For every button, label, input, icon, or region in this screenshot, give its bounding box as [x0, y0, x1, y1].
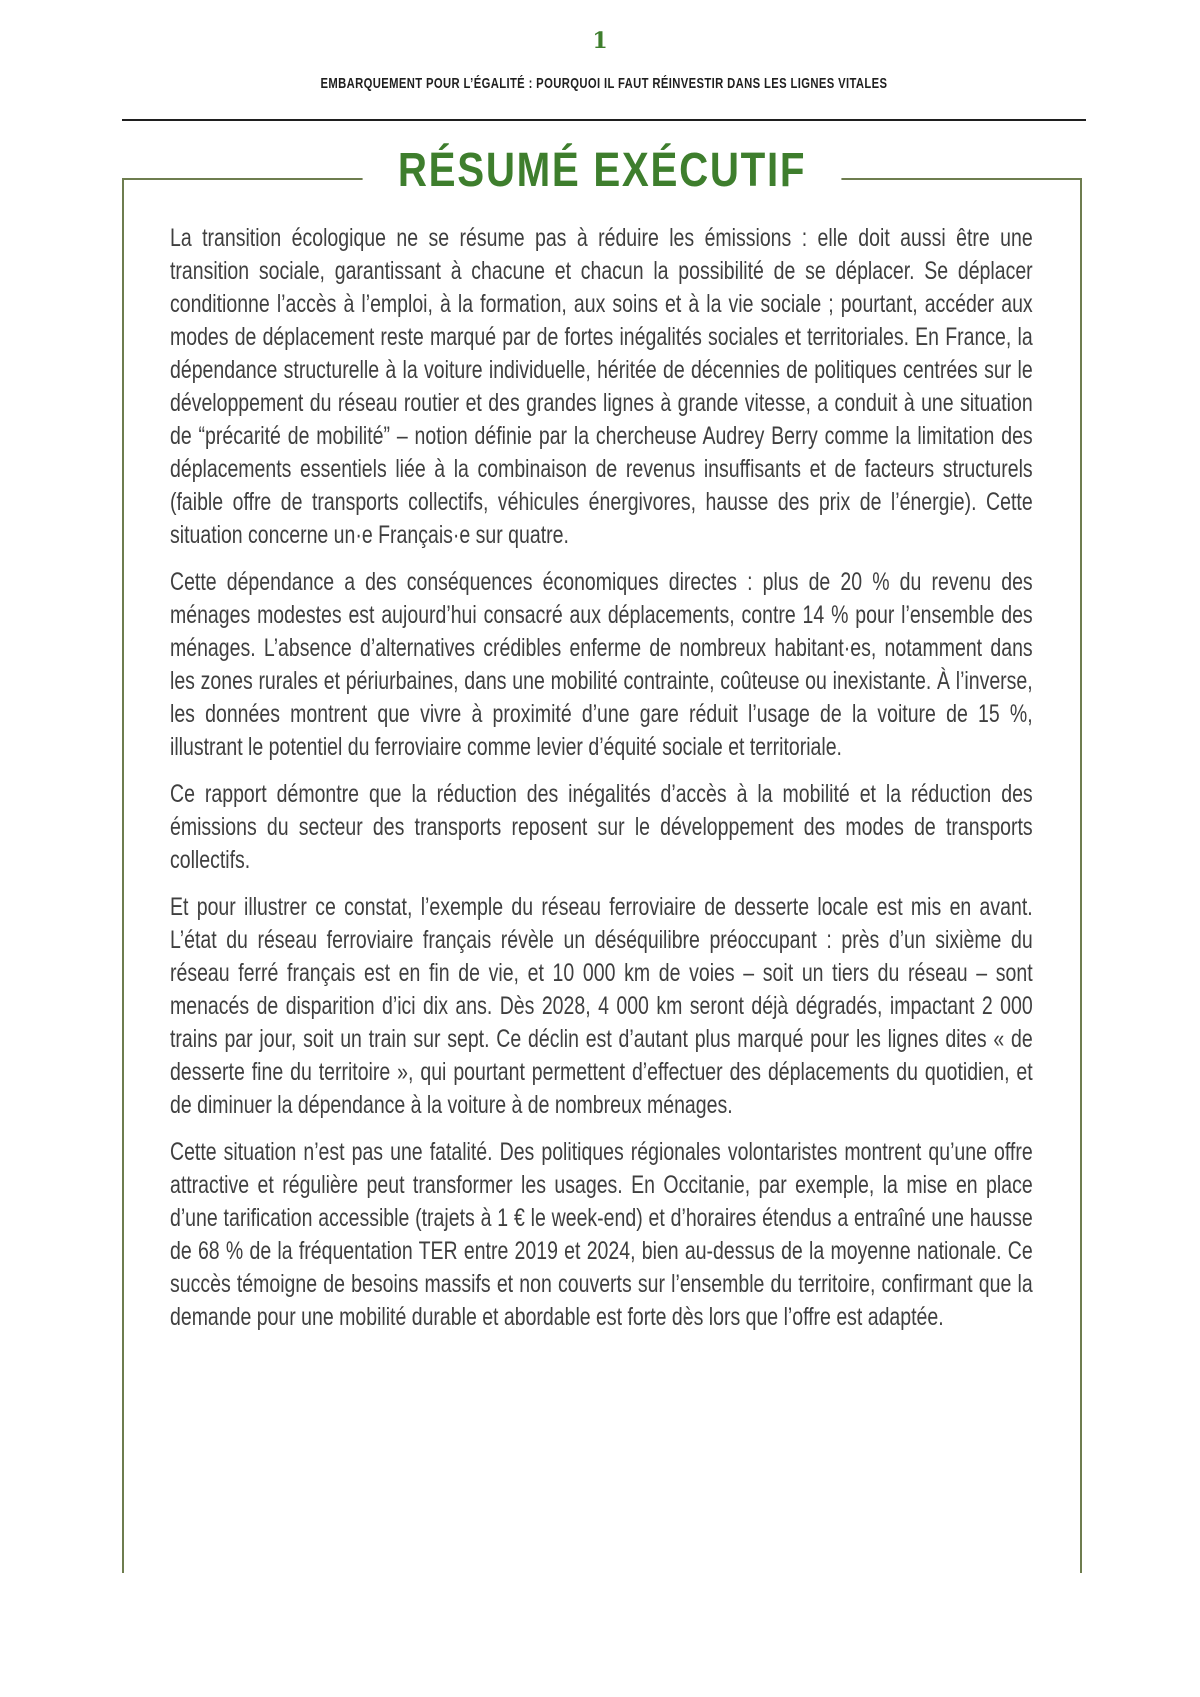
- running-header: EMBARQUEMENT POUR L’ÉGALITÉ : POURQUOI IL FAUT RÉINVESTIR DANS LES LIGNES VITALES: [320, 75, 888, 92]
- section-title-row: [124, 140, 1080, 206]
- header-rule: [122, 119, 1086, 121]
- paragraph-mobility-precarity: La transition écologique ne se résume pas à réduire les émissions : elle doit aussi être une transition sociale, garantissant à chacune et chacun la possibilité de se déplacer. Se déplacer conditionne l’accès à l’emploi, à la formation, aux soins et à la vie sociale ; pourtant, accéder aux modes de déplacement reste marqué par de fortes inégalités sociales et territoriales. En France, la dépendance structurelle à la voiture individuelle, héritée de décennies de politiques centrées sur le développement du réseau routier et des grandes lignes à grande vitesse, a conduit à une situation de “précarité de mobilité” – notion définie par la chercheuse Audrey Berry comme la limitation des déplacements essentiels liée à la combinaison de revenus insuffisants et de facteurs structurels (faible offre de transports collectifs, véhicules énergivores, hausse des prix de l’énergie). Cette situation concerne un·e Français·e sur quatre.: [170, 224, 1033, 549]
- section-title: RÉSUMÉ EXÉCUTIF: [363, 140, 842, 206]
- content-frame: [122, 144, 1082, 1573]
- paragraph-economic-consequences: Cette dépendance a des conséquences économiques directes : plus de 20 % du revenu des ménages modestes est aujourd’hui consacré aux déplacements, contre 14 % pour l’ensemble des ménages. L’absence d’alternatives crédibles enferme de nombreux habitant·es, notamment dans les zones rurales et périurbaines, dans une mobilité contrainte, coûteuse ou inexistante. À l’inverse, les données montrent que vivre à proximité d’une gare réduit l’usage de la voiture de 15 %, illustrant le potentiel du ferroviaire comme levier d’équité sociale et territoriale.: [170, 568, 1033, 761]
- paragraph-rail-network-state: Et pour illustrer ce constat, l’exemple du réseau ferroviaire de desserte locale est mis en avant. L’état du réseau ferroviaire français révèle un déséquilibre préoccupant : près d’un sixième du réseau ferré français est en fin de vie, et 10 000 km de voies – soit un tiers du réseau – sont menacés de disparition d’ici dix ans. Dès 2028, 4 000 km seront déjà dégradés, impactant 2 000 trains par jour, soit un train sur sept. Ce déclin est d’autant plus marqué pour les lignes dites « de desserte fine du territoire », qui pourtant permettent d’effectuer des déplacements du quotidien, et de diminuer la dépendance à la voiture à de nombreux ménages.: [170, 893, 1033, 1119]
- page-number: 1: [592, 28, 608, 54]
- paragraph-regional-policies: Cette situation n’est pas une fatalité. Des politiques régionales volontaristes montrent qu’une offre attractive et régulière peut transformer les usages. En Occitanie, par exemple, la mise en place d’une tarification accessible (trajets à 1 € le week-end) et d’horaires étendus a entraîné une hausse de 68 % de la fréquentation TER entre 2019 et 2024, bien au-dessus de la moyenne nationale. Ce succès témoigne de besoins massifs et non couverts sur l’ensemble du territoire, confirmant que la demande pour une mobilité durable et abordable est forte dès lors que l’offre est adaptée.: [170, 1138, 1033, 1331]
- paragraph-report-thesis: Ce rapport démontre que la réduction des inégalités d’accès à la mobilité et la réduction des émissions du secteur des transports reposent sur le développement des modes de transports collectifs.: [170, 780, 1033, 874]
- body-text: [170, 222, 1033, 1348]
